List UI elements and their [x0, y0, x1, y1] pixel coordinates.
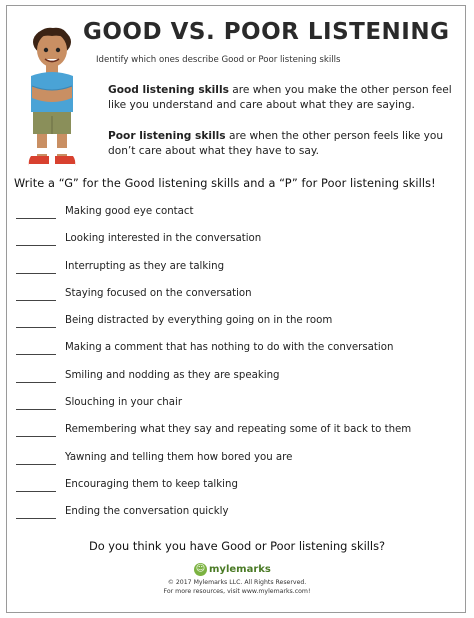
item-text: Making a comment that has nothing to do with the conversation [65, 342, 394, 354]
list-item [16, 206, 462, 233]
item-text: Interrupting as they are talking [65, 260, 225, 272]
subtitle: Identify which ones describe Good or Poor listening skills [96, 55, 341, 65]
page-title: GOOD VS. POOR LISTENING [83, 19, 450, 45]
answer-blank[interactable] [16, 430, 56, 437]
answer-blank[interactable] [16, 348, 56, 355]
item-text: Being distracted by everything going on in the room [65, 315, 333, 327]
answer-blank[interactable] [16, 294, 56, 301]
answer-blank[interactable] [16, 239, 56, 246]
item-text: Slouching in your chair [65, 397, 183, 409]
logo-text: mylemarks [209, 563, 271, 575]
instructions: Write a “G” for the Good listening skills and a “P” for Poor listening skills! [14, 177, 436, 190]
list-item [16, 424, 462, 451]
list-item [16, 397, 462, 424]
answer-blank[interactable] [16, 403, 56, 410]
item-text: Making good eye contact [65, 206, 194, 217]
list-item [16, 261, 462, 288]
list-item [16, 288, 462, 315]
answer-blank[interactable] [16, 485, 56, 492]
answer-blank[interactable] [16, 212, 56, 219]
item-text: Encouraging them to keep talking [65, 478, 238, 490]
item-text: Yawning and telling them how bored you are [65, 451, 293, 463]
list-item [16, 315, 462, 342]
list-item [16, 479, 462, 506]
list-item [16, 233, 462, 260]
list-item [16, 506, 462, 533]
item-text: Smiling and nodding as they are speaking [65, 369, 280, 381]
list-item [16, 370, 462, 397]
item-text: Ending the conversation quickly [65, 506, 229, 518]
copyright-text: © 2017 Mylemarks LLC. All Rights Reserved. [167, 579, 307, 586]
smiley-logo-icon: ☺ [195, 563, 206, 574]
good-definition-term: Good listening skills [108, 84, 229, 96]
item-text: Looking interested in the conversation [65, 233, 262, 245]
list-item [16, 452, 462, 479]
list-item [16, 342, 462, 369]
good-definition [108, 83, 456, 113]
closing-question: Do you think you have Good or Poor listening skills? [88, 539, 386, 553]
poor-definition [108, 129, 456, 159]
item-text: Remembering what they say and repeating some of it back to them [65, 424, 412, 436]
mylemarks-logo [194, 561, 271, 577]
answer-blank[interactable] [16, 376, 56, 383]
poor-definition-term: Poor listening skills [108, 130, 226, 142]
answer-blank[interactable] [16, 321, 56, 328]
poor-definition-text: are when the other person feels like you don’t care about what they have to say. [108, 130, 444, 157]
good-definition-text: are when you make the other person feel like you understand and care about what they are saying. [108, 84, 452, 111]
answer-blank[interactable] [16, 458, 56, 465]
boy-illustration [19, 20, 85, 170]
item-text: Staying focused on the conversation [65, 287, 252, 299]
answer-blank[interactable] [16, 267, 56, 274]
answer-blank[interactable] [16, 512, 56, 519]
resources-text: For more resources, visit www.mylemarks.com! [163, 588, 311, 595]
item-list [16, 206, 462, 534]
